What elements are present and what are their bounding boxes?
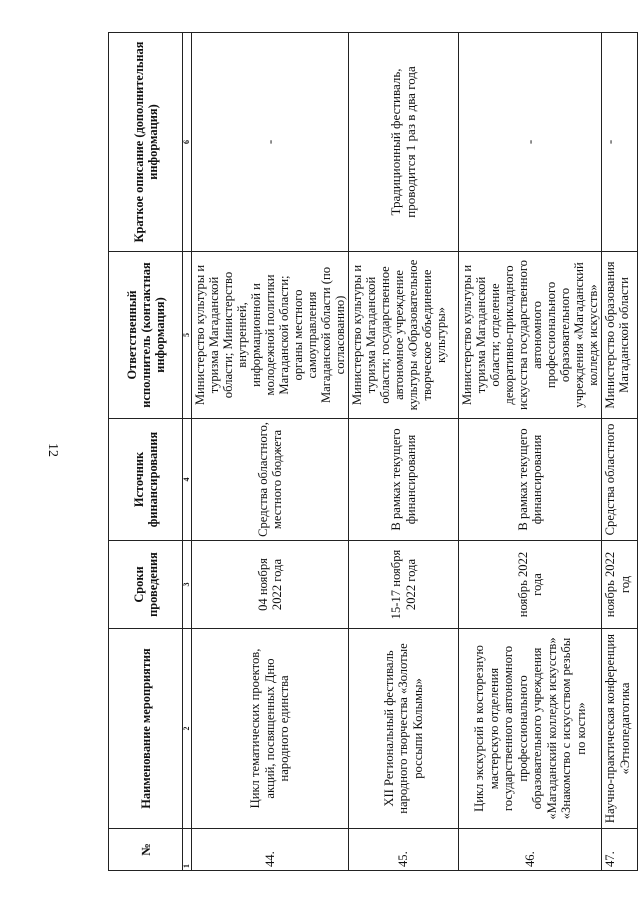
page-number: 12 (45, 443, 60, 457)
event-funding: В рамках текущего финансирования (459, 419, 602, 541)
event-name: Научно-практическая конференция «Этнопедагогика (602, 629, 638, 829)
event-executor: Министерство культуры и туризма Магаданской области; государственное автономное учреждение культуры «Образовательное творческое объединение культуры» (349, 252, 459, 419)
event-description: - (602, 33, 638, 252)
event-dates: ноябрь 2022 год (602, 541, 638, 629)
table-row (459, 33, 602, 871)
header-dates: Сроки проведения (109, 541, 183, 629)
event-funding: В рамках текущего финансирования (349, 419, 459, 541)
event-description: - (192, 33, 349, 252)
column-number: 2 (183, 629, 192, 829)
event-dates: ноябрь 2022 года (459, 541, 602, 629)
header-description: Краткое описание (дополнительная информация) (109, 33, 183, 252)
column-number: 4 (183, 419, 192, 541)
row-number: 46. (459, 829, 602, 871)
row-number: 45. (349, 829, 459, 871)
table-row (349, 33, 459, 871)
header-funding: Источник финансирования (109, 419, 183, 541)
event-description: Традиционный фестиваль, проводится 1 раз в два года (349, 33, 459, 252)
table-container (108, 33, 632, 871)
header-executor: Ответственный исполнитель (контактная информация) (109, 252, 183, 419)
table-header-row (109, 33, 183, 871)
column-number: 1 (183, 829, 192, 871)
event-dates: 04 ноября 2022 года (192, 541, 349, 629)
column-number-row (183, 33, 192, 871)
event-executor: Министерство культуры и туризма Магаданской области; отделение декоративно-прикладного искусства государственного автономного профессионального образовательного учреждения «Магаданский колледж искусств» (459, 252, 602, 419)
table-row (192, 33, 349, 871)
event-name: Цикл тематических проектов, акций, посвященных Дню народного единства (192, 629, 349, 829)
event-funding: Средства областного, местного бюджета (192, 419, 349, 541)
header-event-name: Наименование мероприятия (109, 629, 183, 829)
event-name: XII Региональный фестиваль народного творчества «Золотые россыпи Колымы» (349, 629, 459, 829)
event-dates: 15-17 ноября 2022 года (349, 541, 459, 629)
header-number: № (109, 829, 183, 871)
event-executor: Министерство образования Магаданской области (602, 252, 638, 419)
table-row (602, 33, 638, 871)
column-number: 6 (183, 33, 192, 252)
event-name: Цикл экскурсий в косторезную мастерскую отделения государственного автономного профессионального образовательного учреждения «Магаданский колледж искусств» «Знакомство с искусством резьбы по кости» (459, 629, 602, 829)
row-number: 44. (192, 829, 349, 871)
row-number: 47. (602, 829, 638, 871)
column-number: 5 (183, 252, 192, 419)
event-funding: Средства областного (602, 419, 638, 541)
event-executor: Министерство культуры и туризма Магаданской области; Министерство внутренней, информационной и молодежной политики Магаданской области; органы местного самоуправления Магаданской области (по согласованию) (192, 252, 349, 419)
column-number: 3 (183, 541, 192, 629)
events-table (108, 32, 638, 871)
event-description: - (459, 33, 602, 252)
